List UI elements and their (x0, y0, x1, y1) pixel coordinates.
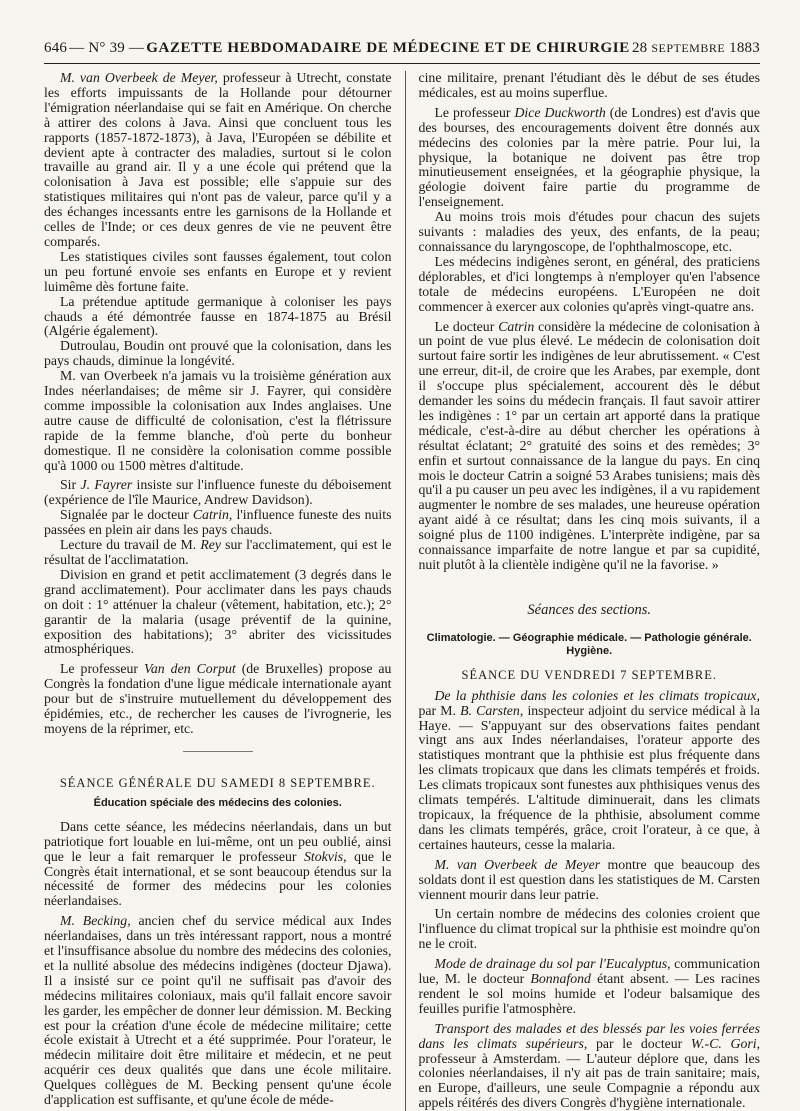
paragraph (418, 957, 760, 1017)
speaker-name: M. van Overbeek de Meyer (434, 856, 601, 872)
speaker-name: Dice Duckworth (514, 104, 606, 120)
paragraph-text: sur l'acclimatement, qui est le résultat de l'acclimatation. (44, 537, 392, 567)
paragraph-text: (de Bruxelles) propose au Congrès la fondation d'une ligue médicale internationale ayant pour but de s'instruire mutuellement du développement des épidémies, etc., de rechercher les causes de l'ivrognerie, les moyens de la réprimer, etc. (44, 661, 392, 736)
paragraph-text: montre que beaucoup des soldats dont il est question dans les statistiques de M. Carsten viennent mourir dans leur patrie. (418, 856, 760, 902)
date-month: SEPTEMBRE (651, 41, 726, 55)
paper-title: Mode de drainage du sol par l'Eucalyptus, (434, 956, 671, 972)
paragraph: La prétendue aptitude germanique à coloniser les pays chauds a été démontrée fausse en 1874-1875 au Brésil (Algérie également). (44, 293, 392, 339)
speaker-name: Bonnafond (530, 971, 591, 987)
paragraph (44, 508, 391, 538)
speaker-name: Catrin (498, 318, 535, 334)
date-day: 28 (631, 40, 648, 56)
paragraph: Dutroulau, Boudin ont prouvé que la colonisation, dans les pays chauds, diminue la longévité. (44, 338, 392, 369)
paragraph-text: Le docteur (434, 318, 499, 334)
paragraph: Les médecins indigènes seront, en général, des praticiens déplorables, et d'ici longtemps à n'employer qu'en l'absence totale de médecins européens. L'Européen ne doit commencer à exercer aux colonies qu'après vingt-quatre ans. (418, 253, 760, 314)
left-column (44, 71, 391, 1111)
session-heading: SÉANCE DU VENDREDI 7 SEPTEMBRE. (461, 667, 717, 682)
paragraph (44, 71, 391, 250)
paragraph (44, 662, 391, 737)
sections-heading: Séances des sections. (527, 601, 652, 618)
paragraph: Division en grand et petit acclimatement (3 degrés dans le grand acclimatement). Pour acclimater dans les pays chauds on doit : 1° atténuer la chaleur (vêtement, habitation, etc.); 2° garantir de la malaria (usage préventif de la quinine, exposition des habitations); 3° abriter des vicissitudes atmosphériques. (44, 566, 392, 657)
speaker-name: Rey (200, 537, 222, 553)
paragraph: cine militaire, prenant l'étudiant dès le début de ses études médicales, est au moins superflue. (418, 70, 760, 100)
speaker-name: Van den Corput (144, 661, 236, 677)
paragraph: Au moins trois mois d'études pour chacun des sujets suivants : maladies des yeux, des enfants, de la peau; connaissance du laryngoscope, de l'ophthalmoscope, etc. (418, 209, 760, 254)
speaker-name: M. van Overbeek de Meyer, (60, 70, 218, 85)
right-column (405, 71, 760, 1111)
paragraph-text: par M. (418, 702, 461, 718)
sections-subheading: Climatologie. — Géographie médicale. — Pathologie générale. Hygiène. (426, 631, 752, 657)
paragraph (44, 478, 391, 508)
paragraph-text: Dans cette séance, les médecins néerlandais, dans un but patriotique fort louable en lui-même, ont un peu oublié, ainsi que le leur a fait remarquer le professeur (44, 818, 392, 864)
speaker-name: M. Becking, (60, 913, 131, 929)
paragraph-text: Signalée par le docteur (60, 507, 193, 523)
paragraph-text: Le professeur (60, 661, 144, 677)
session-subheading: Éducation spéciale des médecins des colonies. (93, 796, 342, 809)
paragraph-text: , professeur à Amsterdam. — L'auteur déplore que, dans les colonies néerlandaises, il n'y ait pas de train sanitaire; mais, en Europe, d'ailleurs, une seule Compagnie a répondu aux appels réitérés des divers Congrès d'hygiène internationale. (418, 1035, 761, 1111)
paper-title: Transport des malades et des blessés par les voies ferrées dans les climats supérieurs, (418, 1020, 760, 1051)
paragraph: Les statistiques civiles sont fausses également, tout colon un peu fortuné envoie ses enfants en Europe et y revient luimême dès fortune faite. (44, 248, 392, 294)
paragraph (418, 106, 760, 210)
issue-date (632, 40, 760, 57)
paragraph-text: étant absent. — Les racines rendent le sol moins humide et l'odeur balsamique des feuilles purifie l'atmosphère. (418, 971, 760, 1016)
paragraph-text: Lecture du travail de M. (60, 537, 201, 553)
speaker-name: B. Carsten (460, 702, 520, 718)
speaker-name: W.-C. Gori (690, 1035, 757, 1051)
paragraph: M. van Overbeek n'a jamais vu la troisième génération aux Indes néerlandaises; de même sir J. Fayrer, qui considère comme impossible la colonisation aux Indes anglaises. Une autre cause de difficulté de colonisation, c'est la flétrissure rapide de la femme blanche, d'où perte du bonheur domestique. Il ne considère la colonisation comme possible qu'à 1000 ou 1500 mètres d'altitude. (44, 368, 392, 473)
paragraph-text: professeur à Utrecht, constate les efforts impuissants de la Hollande pour détourner l'émigration néerlandaise qui se fait en Amérique. On cherche à attirer des colons à Java. Ainsi que concluent tous les rapports (1857-1872-1873), à Java, l'Européen se débilite et devient apte à contracter des maladies, surtout si le colon travaille au grand air. Il y a une école qui prétend que la colonisation à Java est possible; elle s'appuie sur des statistiques militaires qui n'ont pas de valeur, parce qu'il y a des échanges incessants entre les garnisons de la Hollande et celles de l'Inde; or ces deux genres de vie ne peuvent être comparés. (44, 70, 392, 249)
paragraph-text: Le professeur (434, 104, 515, 120)
speaker-name: Stokvis (304, 848, 344, 864)
paragraph-text: ancien chef du service médical aux Indes néerlandaises, dans un très intéressant rapport, nous a montré et l'insuffisance absolue du nombre des médecins des colonies, et la nullité absolue des médecins indigènes (docteur Djawa). Il a insisté sur ce point qu'il ne suffisait pas d'avoir des médecins militaires coloniaux, mais qu'il fallait encore savoir les garder, les empêcher de donner leur démission. M. Becking est pour la création d'une école de médecine militaire; cette école existait à Utrecht et a été supprimée. Pour l'orateur, le médecin militaire doit être militaire et médecin, et ne peut acquérir ces deux qualités que dans une école militaire. Quelques collègues de M. Becking pensent qu'une école d'application est suffisante, et qu'une école de méde- (44, 913, 392, 1108)
paragraph-text: , l'influence funeste des nuits passées en plein air dans les pays chauds. (44, 507, 392, 538)
issue-number: — N° 39 — (69, 40, 145, 56)
columns (44, 71, 760, 1111)
paragraph-text: insiste sur l'influence funeste du déboisement (expérience de l'île Maurice, Andrew Davidson). (44, 477, 392, 508)
paragraph (418, 320, 760, 573)
paragraph (418, 1022, 760, 1111)
paragraph-text: considère la médecine de colonisation à un point de vue plus élevé. Le médecin de colonisation doit surtout faire sortir les indigènes de leur abrutissement. « C'est une erreur, dit-il, de croire que les Arabes, par exemple, dont il s'occupe plus spécialement, accourent dès le début demander les soins du médecin français. Il faut savoir attirer les indigènes : 1° par un certain art apporté dans la pratique médicale, c'est-à-dire au début chercher les opérations à résultat éclatant; 2° gratuité des soins et des remèdes; 3° enfin et surtout connaissance de la langue du pays. En cinq mois le docteur Catrin a soigné 53 Arabes tunisiens; mais dès qu'il a pu causer un peu avec les indigènes, il a vu rapidement augmenter le nombre de ses malades, une heureuse opération ayant aidé à ce résultat; dans les cinq mois suivants, il a soigné plus de 1100 indigènes. L'interprète indigène, par sa connaissance imparfaite de notre langue et par sa cupidité, nuit plutôt à la clientèle indigène qu'il ne la favorise. » (418, 318, 760, 572)
date-year: 1883 (729, 40, 760, 56)
journal-title: GAZETTE HEBDOMADAIRE DE MÉDECINE ET DE CHIRURGIE (146, 40, 630, 56)
speaker-name: Catrin (192, 507, 229, 523)
page-number: 646 (44, 40, 68, 56)
paragraph-text: (de Londres) est d'avis que des bourses, des encouragements doivent être donnés aux médecins des colonies par la mère patrie. Pour lui, la physique, la botanique ne doivent pas être trop minutieusement enseignées, et la géographie physique, la géologie doivent faire partie du programme de l'enseignement. (418, 104, 760, 210)
paragraph-text: Sir (60, 477, 81, 493)
paragraph-text: , que le Congrès était international, et se sont beaucoup étendus sur la nécessité de former des médecins pour les colonies néerlandaises. (44, 848, 392, 909)
speaker-name: J. Fayrer (80, 477, 133, 493)
paragraph (44, 820, 391, 909)
paragraph (44, 914, 391, 1108)
paragraph-text: , inspecteur adjoint du service médical à la Haye. — S'appuyant sur des observations faites pendant vingt ans aux Indes néerlandaises, l'orateur apporte des statistiques montrant que la phthisie est plus fréquente dans les climats tropicaux que dans les climats tempérés et froids. Les climats tropicaux sont funestes aux phthisiques venus des climats tempérés. L'altitude diminuerait, dans les climats tropicaux, la fréquence de la phthisie, absolument comme dans les climats tempérés, grâce, croit l'orateur, à ce que, à certaines hauteurs, cesse la malaria. (418, 702, 760, 852)
paragraph (418, 689, 760, 853)
paragraph-text: par le docteur (587, 1035, 691, 1051)
paragraph: Un certain nombre de médecins des colonies croient que l'influence du climat tropical sur la phthisie est moindre qu'on ne le croit. (418, 906, 760, 952)
paragraph (418, 858, 760, 903)
paragraph (44, 538, 391, 568)
paper-title: De la phthisie dans les colonies et les climats tropicaux, (434, 687, 760, 703)
paragraph-text: communication lue, M. le docteur (418, 956, 760, 987)
session-heading: SÉANCE GÉNÉRALE DU SAMEDI 8 SEPTEMBRE. (59, 775, 376, 790)
page-header (44, 40, 760, 64)
section-divider (183, 751, 253, 752)
